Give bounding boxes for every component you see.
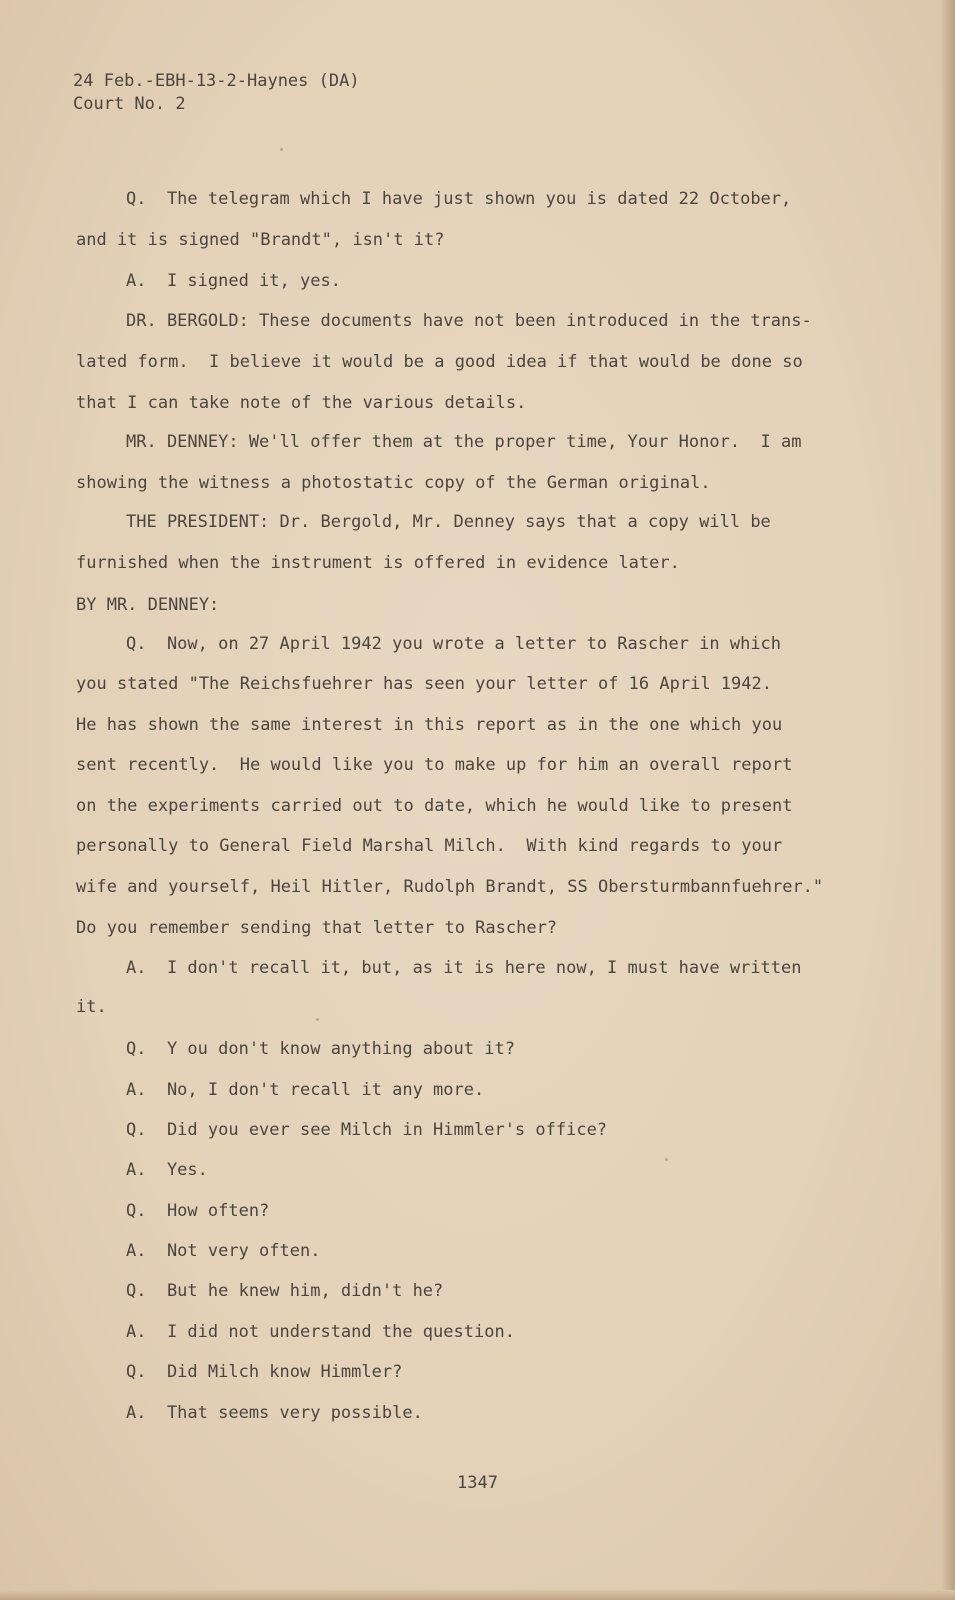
transcript-line: A. No, I don't recall it any more. — [126, 1080, 485, 1100]
transcript-line: you stated "The Reichsfuehrer has seen your letter of 16 April 1942. — [76, 674, 772, 694]
transcript-line: Q. Y ou don't know anything about it? — [126, 1039, 515, 1059]
transcript-line: MR. DENNEY: We'll offer them at the proper time, Your Honor. I am — [126, 432, 802, 452]
document-header — [73, 70, 360, 116]
transcript-line: A. That seems very possible. — [126, 1403, 423, 1423]
transcript-line: A. I did not understand the question. — [126, 1322, 515, 1342]
transcript-line: Q. How often? — [126, 1201, 270, 1221]
transcript-line: A. I signed it, yes. — [126, 271, 341, 291]
transcript-line: He has shown the same interest in this report as in the one which you — [76, 715, 783, 735]
transcript-line: Q. The telegram which I have just shown you is dated 22 October, — [126, 189, 792, 209]
transcript-line: Do you remember sending that letter to Rascher? — [76, 918, 558, 938]
transcript-line: Q. Now, on 27 April 1942 you wrote a letter to Rascher in which — [126, 634, 782, 654]
transcript-line: A. Yes. — [126, 1160, 208, 1180]
transcript-line: A. Not very often. — [126, 1241, 321, 1261]
page-edge-right — [941, 0, 955, 1600]
page-edge-bottom — [0, 1590, 955, 1600]
paper-speck — [316, 1018, 319, 1021]
transcript-line: Q. But he knew him, didn't he? — [126, 1281, 444, 1301]
transcript-line: Q. Did Milch know Himmler? — [126, 1362, 403, 1382]
transcript-line: Q. Did you ever see Milch in Himmler's office? — [126, 1120, 608, 1140]
transcript-line: personally to General Field Marshal Milch. With kind regards to your — [76, 836, 783, 856]
transcript-line: lated form. I believe it would be a good idea if that would be done so — [76, 352, 803, 372]
page-number: 1347 — [457, 1473, 498, 1493]
transcript-line: BY MR. DENNEY: — [76, 595, 220, 615]
transcript-line: on the experiments carried out to date, which he would like to present — [76, 796, 793, 816]
transcript-line: sent recently. He would like you to make up for him an overall report — [76, 755, 793, 775]
transcript-line: that I can take note of the various details. — [76, 393, 527, 413]
paper-speck — [280, 148, 283, 151]
header-reference: 24 Feb.-EBH-13-2-Haynes (DA) — [73, 71, 360, 91]
transcript-line: furnished when the instrument is offered in evidence later. — [76, 553, 680, 573]
transcript-line: wife and yourself, Heil Hitler, Rudolph Brandt, SS Obersturmbannfuehrer." — [76, 877, 824, 897]
paper-speck — [665, 1158, 668, 1161]
transcript-line: THE PRESIDENT: Dr. Bergold, Mr. Denney says that a copy will be — [126, 512, 771, 532]
header-court: Court No. 2 — [73, 94, 186, 114]
transcript-line: showing the witness a photostatic copy of the German original. — [76, 473, 711, 493]
transcript-line: and it is signed "Brandt", isn't it? — [76, 230, 445, 250]
transcript-line: it. — [76, 997, 107, 1017]
transcript-line: A. I don't recall it, but, as it is here now, I must have written — [126, 958, 802, 978]
transcript-line: DR. BERGOLD: These documents have not been introduced in the trans- — [126, 311, 812, 331]
